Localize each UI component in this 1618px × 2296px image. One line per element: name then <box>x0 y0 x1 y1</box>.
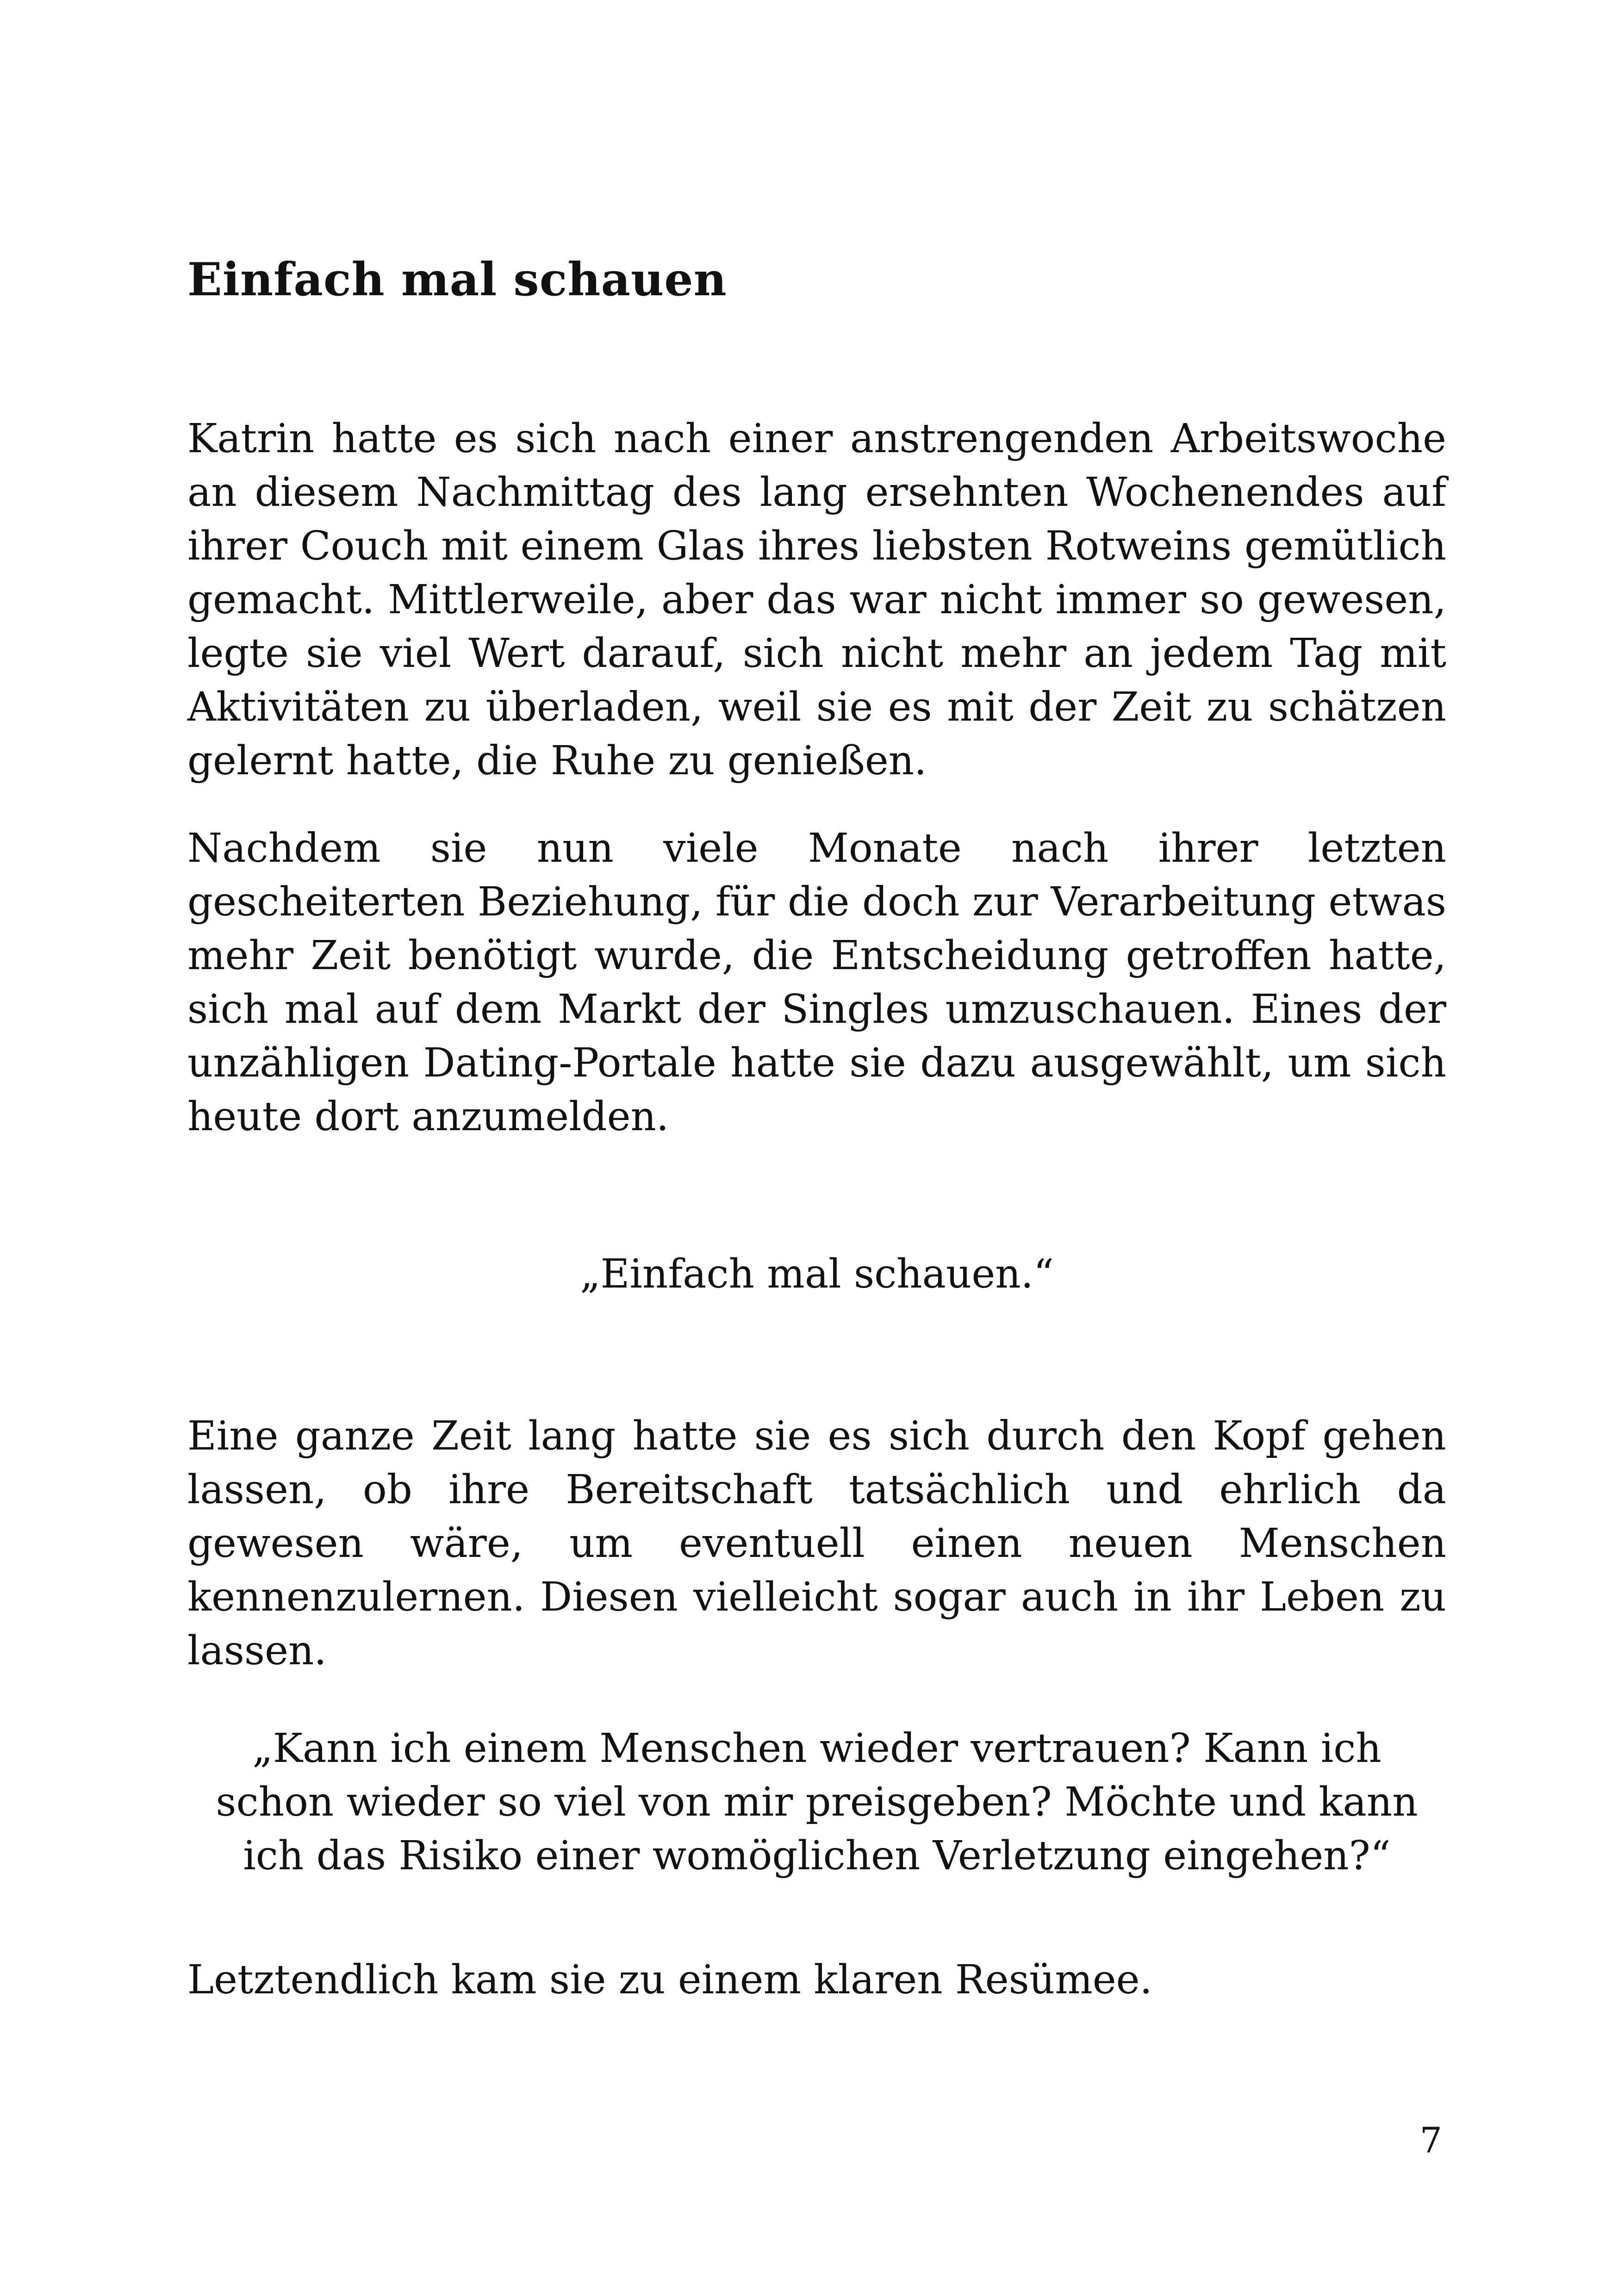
body-paragraph: Katrin hatte es sich nach einer anstrengenden Arbeitswoche an diesem Nachmittag des lang ersehnten Wochenendes auf ihrer Couch mit einem Glas ihres liebsten Rotweins gemütlich gemacht. Mittlerweile, aber das war nicht immer so gewesen, legte sie viel Wert darauf, sich nicht mehr an jedem Tag mit Aktivitäten zu überladen, weil sie es mit der Zeit zu schätzen gelernt hatte, die Ruhe zu genießen. <box>187 416 1446 784</box>
body-paragraph: Nachdem sie nun viele Monate nach ihrer letzten gescheiterten Beziehung, für die doch zur Verarbeitung etwas mehr Zeit benötigt wurde, die Entscheidung getroffen hatte, sich mal auf dem Markt der Singles umzuschauen. Eines der unzähligen Dating-Portale hatte sie dazu ausgewählt, um sich heute dort anzumelden. <box>187 825 1446 1140</box>
body-paragraph: Letztendlich kam sie zu einem klaren Resümee. <box>187 1957 1152 2003</box>
quote-line: „Einfach mal schauen.“ <box>580 1251 1054 1297</box>
body-paragraph: Eine ganze Zeit lang hatte sie es sich durch den Kopf gehen lassen, ob ihre Bereitschaft tatsächlich und ehrlich da gewesen wäre, um eventuell einen neuen Menschen kennenzulernen. Diesen vielleicht sogar auch in ihr Leben zu lassen. <box>187 1413 1446 1674</box>
page-number: 7 <box>1419 2120 1442 2161</box>
quote-block: „Kann ich einem Menschen wieder vertrauen? Kann ich schon wieder so viel von mir preisgeben? Möchte und kann ich das Risiko einer womöglichen Verletzung eingehen?“ <box>216 1725 1418 1879</box>
chapter-title: Einfach mal schauen <box>187 253 727 306</box>
